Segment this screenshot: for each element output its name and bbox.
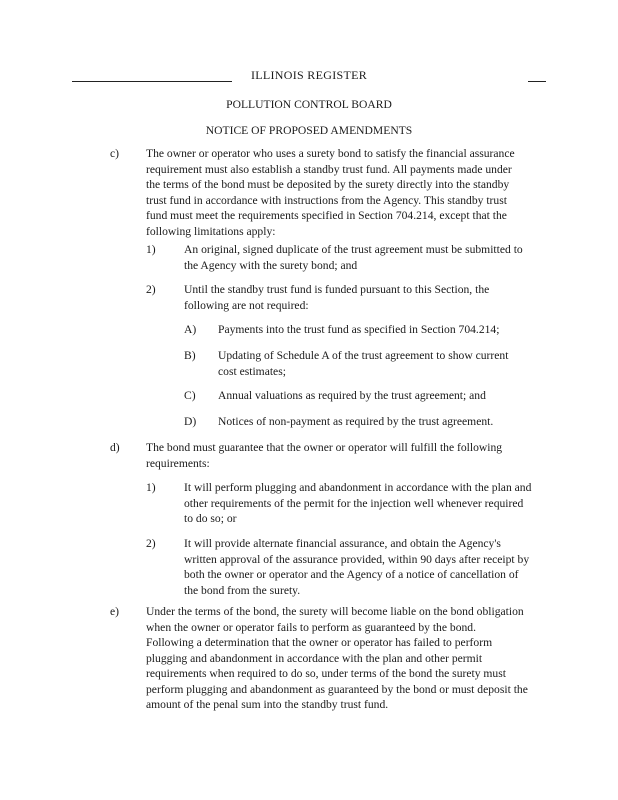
text-line: It will provide alternate financial assurance, and obtain the Agency's [184,537,501,550]
subitem-D-text [218,414,558,430]
item-d1-text [184,480,556,527]
text-line: Notices of non-payment as required by the trust agreement. [218,415,494,428]
text-line: trust fund in accordance with instructions from the Agency. This standby trust [146,193,507,207]
text-line: requirements when required to do so, under terms of the bond the surety must [146,667,506,680]
register-title: ILLINOIS REGISTER [250,68,368,82]
item-d1-label: 1) [146,481,156,494]
item-d2-label: 2) [146,537,156,550]
section-e-label: e) [110,605,120,618]
text-line: requirement must also establish a standby trust fund. All payments made under [146,162,512,176]
item-c2-text [184,282,556,313]
subitem-C-label: C) [184,389,196,402]
item-c2-label: 2) [146,283,156,296]
text-line: cost estimates; [218,364,286,378]
subitem-B-text [218,348,558,379]
text-line: fund must meet the requirements specified in Section 704.214, except that the [146,209,507,222]
text-line: the terms of the bond must be deposited by the surety directly into the standby [146,178,510,191]
text-line: amount of the penal sum into the standby trust fund. [146,698,389,711]
subitem-A-text [218,322,558,338]
text-line: perform plugging and abandonment as guaranteed by the bond or must deposit the [146,682,528,696]
text-line: Updating of Schedule A of the trust agreement to show current [218,349,509,362]
text-line: following are not required: [184,298,309,312]
text-line: other requirements of the permit for the injection well whenever required [184,496,524,510]
subitem-D-label: D) [184,415,197,428]
text-line: It will perform plugging and abandonment in accordance with the plan and [184,481,532,494]
header-rule-right [528,81,546,82]
section-c-label: c) [110,147,120,160]
text-line: the bond from the surety. [184,583,301,597]
text-line: Payments into the trust fund as specified in Section 704.214; [218,323,500,336]
notice-title: NOTICE OF PROPOSED AMENDMENTS [205,124,413,137]
text-line: The bond must guarantee that the owner or operator will fulfill the following [146,441,503,454]
subitem-B-label: B) [184,349,196,362]
board-title: POLLUTION CONTROL BOARD [226,98,392,111]
text-line: following limitations apply: [146,224,276,238]
text-line: plugging and abandonment in accordance with the plan and other permit [146,651,483,665]
text-line: The owner or operator who uses a surety bond to satisfy the financial assurance [146,147,515,160]
item-c1-text [184,242,556,273]
text-line: when the owner or operator fails to perform as guaranteed by the bond. [146,620,476,634]
item-d2-text [184,536,556,598]
text-line: both the owner or operator and the Agency of a notice of cancellation of [184,568,519,581]
text-line: Annual valuations as required by the trust agreement; and [218,389,486,402]
subitem-C-text [218,388,558,404]
text-line: An original, signed duplicate of the trust agreement must be submitted to [184,243,523,256]
section-c-text [146,146,556,239]
section-e-text [146,604,556,713]
text-line: requirements: [146,456,210,470]
subitem-A-label: A) [184,323,197,336]
text-line: Until the standby trust fund is funded pursuant to this Section, the [184,283,490,296]
section-d-text [146,440,556,471]
text-line: Under the terms of the bond, the surety will become liable on the bond obligation [146,605,524,618]
text-line: the Agency with the surety bond; and [184,258,358,272]
item-c1-label: 1) [146,243,156,256]
text-line: written approval of the assurance provided, within 90 days after receipt by [184,552,530,566]
section-d-label: d) [110,441,120,454]
text-line: Following a determination that the owner or operator has failed to perform [146,636,493,649]
text-line: to do so; or [184,512,237,525]
